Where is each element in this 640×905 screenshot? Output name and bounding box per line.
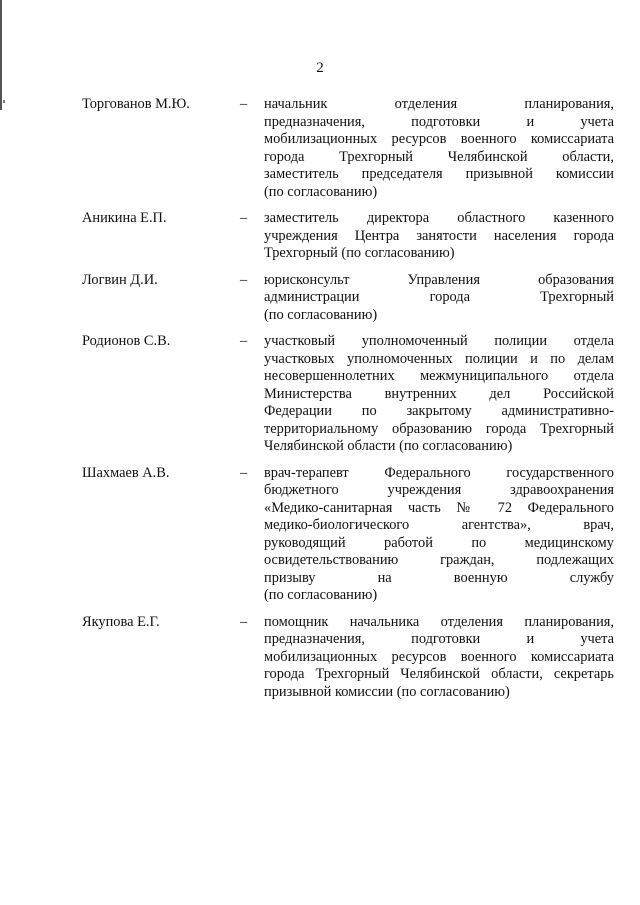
member-name: Аникина Е.П.	[82, 210, 167, 226]
member-entry	[82, 614, 614, 702]
dash-separator: –	[240, 464, 248, 481]
position-line: (по согласованию)	[264, 306, 378, 323]
commission-member-list	[82, 96, 614, 710]
position-line: города Трехгорный Челябинской области, секретарь	[264, 666, 614, 682]
position-line: мобилизационных ресурсов военного комиссариата	[264, 131, 614, 147]
member-position	[264, 96, 614, 201]
member-position	[264, 333, 614, 456]
member-position	[264, 272, 614, 325]
dash-separator: –	[240, 210, 248, 226]
position-line: юрисконсульт Управления образования	[264, 271, 614, 288]
dash-separator: –	[240, 613, 248, 630]
position-line: администрации города Трехгорный	[264, 289, 614, 305]
dash-separator: –	[240, 333, 248, 349]
position-line: Федерации по закрытому административно-	[264, 403, 614, 419]
position-line: участковый уполномоченный полиции отдела	[264, 333, 614, 349]
member-entry	[82, 96, 614, 201]
member-entry	[82, 272, 614, 325]
member-position	[264, 614, 614, 702]
member-name: Шахмаев А.В.	[82, 464, 170, 481]
scan-dot-mark	[3, 100, 5, 103]
position-line: «Медико-санитарная часть № 72 Федерального	[264, 499, 614, 516]
position-line: города Трехгорный Челябинской области,	[264, 148, 614, 165]
position-line: Министерства внутренних дел Российской	[264, 385, 614, 402]
member-position	[264, 465, 614, 605]
position-line: помощник начальника отделения планирования,	[264, 613, 614, 630]
member-entry	[82, 333, 614, 456]
position-line: бюджетного учреждения здравоохранения	[264, 482, 614, 498]
position-line: предназначения, подготовки и учета	[264, 631, 614, 647]
position-line: Трехгорный (по согласованию)	[264, 245, 455, 261]
position-line: призыву на военную службу	[264, 569, 614, 586]
position-line: врач-терапевт Федерального государственного	[264, 464, 614, 481]
member-name: Торгованов М.Ю.	[82, 96, 190, 112]
position-line: освидетельствованию граждан, подлежащих	[264, 552, 614, 568]
member-name: Якупова Е.Г.	[82, 613, 160, 630]
dash-separator: –	[240, 271, 248, 288]
scan-edge-mark	[0, 0, 2, 110]
member-entry	[82, 210, 614, 263]
position-line: призывной комиссии (по согласованию)	[264, 683, 510, 700]
position-line: участковых уполномоченных полиции и по делам	[264, 350, 614, 367]
position-line: (по согласованию)	[264, 183, 378, 200]
position-line: (по согласованию)	[264, 587, 378, 603]
position-line: медико-биологического агентства», врач,	[264, 517, 614, 533]
position-line: заместитель председателя призывной комиссии	[264, 166, 614, 182]
position-line: несовершеннолетних межмуниципального отдела	[264, 368, 614, 384]
position-line: начальник отделения планирования,	[264, 96, 614, 112]
member-name: Логвин Д.И.	[82, 271, 158, 288]
member-name: Родионов С.В.	[82, 333, 171, 349]
position-line: руководящий работой по медицинскому	[264, 534, 614, 551]
member-entry	[82, 465, 614, 605]
page-number: 2	[316, 60, 324, 76]
position-line: Челябинской области (по согласованию)	[264, 438, 513, 454]
member-position	[264, 210, 614, 263]
position-line: предназначения, подготовки и учета	[264, 113, 614, 130]
position-line: учреждения Центра занятости населения города	[264, 227, 614, 244]
dash-separator: –	[240, 96, 248, 112]
position-line: мобилизационных ресурсов военного комиссариата	[264, 648, 614, 665]
position-line: территориальному образованию города Трехгорный	[264, 420, 614, 437]
position-line: заместитель директора областного казенного	[264, 210, 614, 226]
